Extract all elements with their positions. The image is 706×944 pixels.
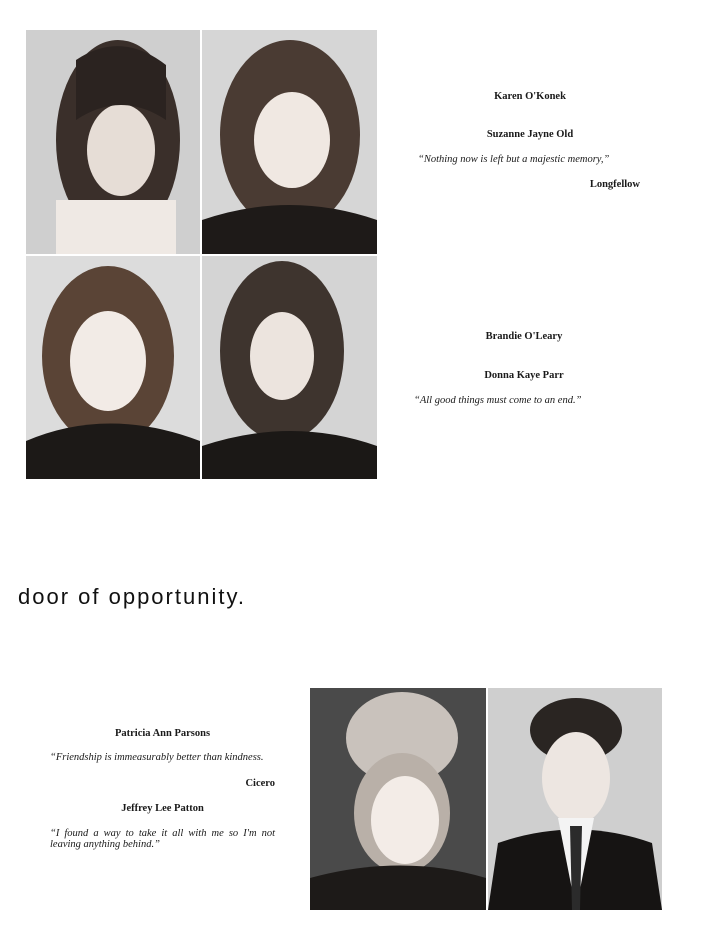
headline: door of opportunity.: [18, 584, 246, 609]
name-suzanne-jayne-old: Suzanne Jayne Old: [486, 129, 574, 140]
portrait-karen-okonek: [26, 30, 200, 254]
name-donna-kaye-parr: Donna Kaye Parr: [484, 370, 564, 381]
author-cicero: Cicero: [245, 778, 275, 789]
portrait-jeffrey-lee-patton: [488, 688, 662, 910]
portrait-brandie-oleary: [26, 256, 200, 479]
portrait-donna-kaye-parr: [202, 256, 377, 479]
name-brandie-oleary: Brandie O'Leary: [485, 331, 563, 342]
portrait-patricia-ann-parsons: [310, 688, 486, 910]
portrait-suzanne-jayne-old: [202, 30, 377, 254]
quote-donna-kaye-parr: “All good things must come to an end.”: [414, 395, 582, 406]
quote-suzanne-jayne-old: “Nothing now is left but a majestic memory,”: [418, 154, 610, 165]
name-jeffrey-lee-patton: Jeffrey Lee Patton: [121, 803, 204, 814]
name-patricia-ann-parsons: Patricia Ann Parsons: [114, 728, 211, 739]
quote-jeffrey-lee-patton: “I found a way to take it all with me so I'm not leaving anything behind.”: [50, 828, 275, 850]
quote-patricia-ann-parsons: “Friendship is immeasurably better than kindness.: [50, 752, 264, 763]
author-longfellow: Longfellow: [589, 179, 640, 190]
name-karen-okonek: Karen O'Konek: [494, 91, 566, 102]
